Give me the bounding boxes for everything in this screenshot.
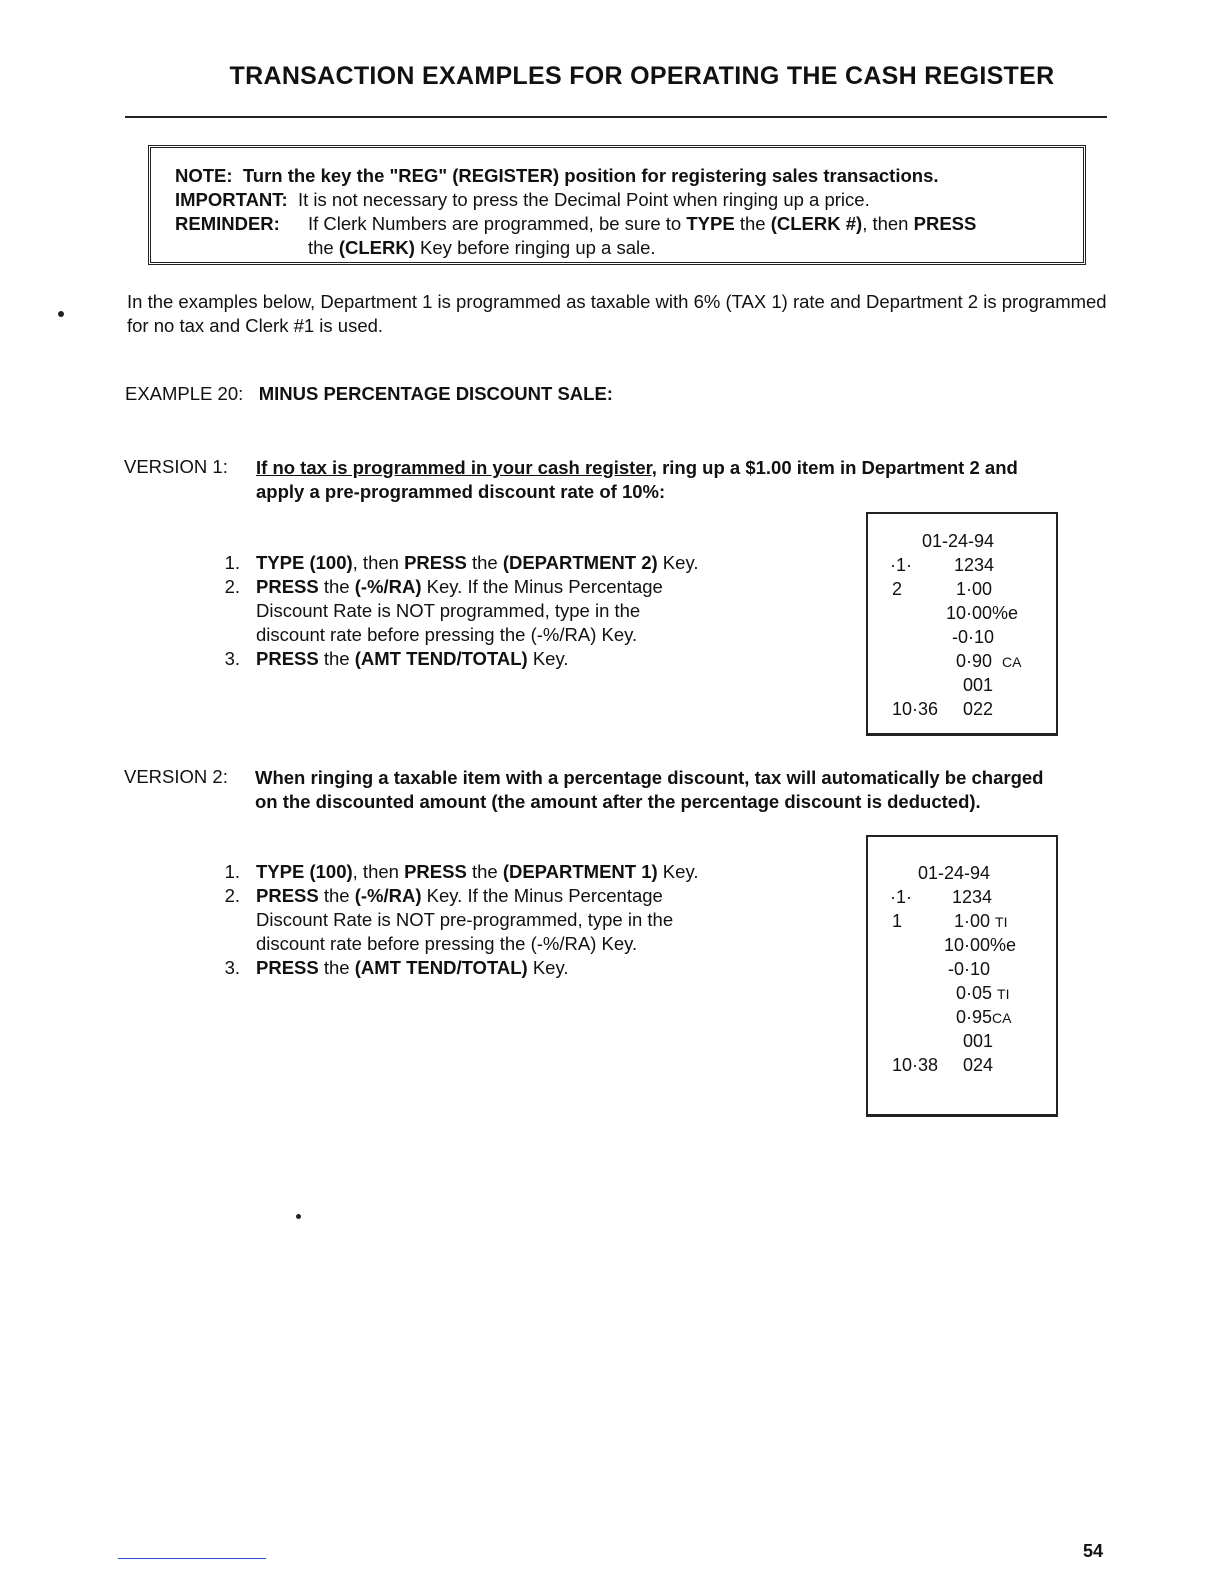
reminder-line2-a: the (308, 237, 339, 258)
reminder-line2-c: Key before ringing up a sale. (414, 237, 656, 258)
reminder-text-a: If Clerk Numbers are programmed, be sure to (308, 213, 687, 234)
reminder-press: PRESS (913, 213, 977, 234)
important-label: IMPORTANT: (175, 189, 288, 210)
note-label: NOTE: (175, 165, 233, 186)
receipt-amount: 1·00 (956, 579, 993, 599)
reminder-clerk-num: (CLERK #) (770, 213, 863, 234)
receipt-date: 01-24-94 (922, 531, 995, 551)
reminder-line (175, 212, 976, 236)
receipt-total: 0·90 CA (956, 651, 1022, 671)
reminder-label: REMINDER: (175, 213, 280, 234)
receipt-discount: -0·10 (948, 959, 991, 979)
receipt-amount: 1·00 TI (954, 911, 1008, 931)
receipt-percent: 10·00%e (946, 603, 1019, 623)
receipt-time: 10·36 (892, 699, 939, 719)
version1-label: VERSION 1: (124, 456, 228, 477)
reminder-text-c: the (734, 213, 771, 234)
receipt-discount: -0·10 (952, 627, 995, 647)
version1-underlined: If no tax is programmed in your cash register, (256, 457, 657, 478)
version2-label: VERSION 2: (124, 766, 228, 787)
important-text: It is not necessary to press the Decimal Point when ringing up a price. (297, 189, 870, 210)
receipt-seq: 024 (963, 1055, 994, 1075)
margin-dot (58, 311, 64, 317)
receipt-total: 0·95CA (956, 1007, 1012, 1027)
receipt-count: 001 (963, 1031, 994, 1051)
version2-line1: When ringing a taxable item with a percentage discount, tax will automatically be charged (255, 767, 1044, 788)
receipt-clerk: ·1· (890, 887, 912, 907)
page-title: TRANSACTION EXAMPLES FOR OPERATING THE CASH REGISTER (229, 62, 1055, 90)
version1-steps: 1. TYPE (100), then PRESS the (DEPARTMENT 2) Key. 2. PRESS the (-%/RA) Key. If the Minus Percentage Discount Rate is NOT programmed, type in the discount rate before pressing the (-%/RA) Key. 3. PRESS the (AMT TEND/TOTAL) Key. (224, 552, 699, 669)
note-line (175, 164, 939, 188)
example-label: EXAMPLE 20: (125, 383, 244, 404)
version2-line2: on the discounted amount (the amount after the percentage discount is deducted). (255, 791, 981, 812)
reminder-text-e: , then (862, 213, 914, 234)
title-divider (125, 116, 1107, 118)
note-text: Turn the key the "REG" (REGISTER) position for registering sales transactions. (242, 165, 939, 186)
stray-dot (296, 1214, 301, 1219)
receipt-clerk-value: 1234 (952, 887, 993, 907)
receipt-time: 10·38 (892, 1055, 939, 1075)
receipt-dept: 2 (892, 579, 903, 599)
version1-line2: apply a pre-programmed discount rate of 10%: (256, 481, 666, 502)
reminder-clerk-key: (CLERK) (338, 237, 415, 258)
receipt-version1 (866, 512, 1058, 736)
note-box (148, 145, 1086, 265)
example-title: MINUS PERCENTAGE DISCOUNT SALE: (258, 383, 613, 404)
receipt-tax: 0·05 TI (956, 983, 1010, 1003)
example-header (125, 383, 613, 405)
version1-line1 (256, 456, 1018, 480)
version1-rest: ring up a $1.00 item in Department 2 and (656, 457, 1018, 478)
receipt-count: 001 (963, 675, 994, 695)
receipt-clerk: ·1· (890, 555, 912, 575)
reminder-type: TYPE (686, 213, 735, 234)
receipt-dept: 1 (892, 911, 903, 931)
receipt-date: 01-24-94 (918, 863, 991, 883)
receipt-clerk-value: 1234 (954, 555, 995, 575)
receipt-version2 (866, 835, 1058, 1117)
footer-rule (118, 1558, 266, 1559)
receipt-seq: 022 (963, 699, 994, 719)
receipt-percent: 10·00%e (944, 935, 1017, 955)
version2-steps: 1. TYPE (100), then PRESS the (DEPARTMENT 1) Key. 2. PRESS the (-%/RA) Key. If the Minus Percentage Discount Rate is NOT pre-programmed, type in the discount rate before pressing the (-%/RA) Key. 3. PRESS the (AMT TEND/TOTAL) Key. (224, 861, 699, 978)
page-number: 54 (1083, 1541, 1104, 1561)
important-line (175, 188, 870, 212)
intro-paragraph: In the examples below, Department 1 is programmed as taxable with 6% (TAX 1) rate and Department 2 is programmed for no tax and Clerk #1 is used. (127, 291, 1107, 336)
reminder-line-2 (308, 236, 656, 260)
